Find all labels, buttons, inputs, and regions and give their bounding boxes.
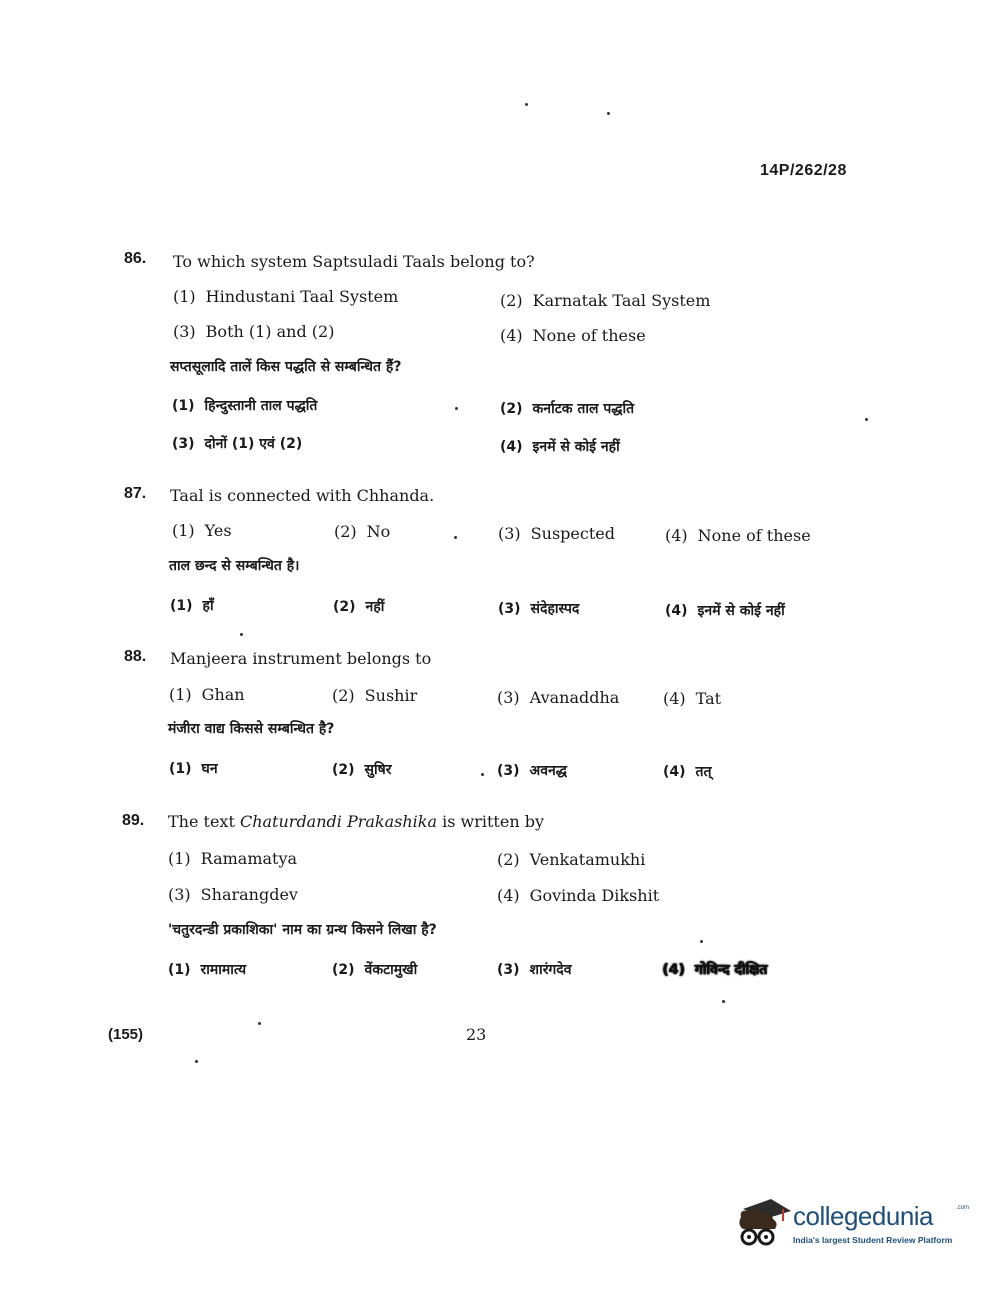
option-2: (2) Karnatak Taal System [500,291,711,310]
question-text: Taal is connected with Chhanda. [170,486,435,505]
option-3-hindi: (3) संदेहास्पद [498,601,580,617]
option-4: (4) None of these [665,526,811,545]
option-1: (1) Ramamatya [168,849,298,868]
option-1-hindi: (1) घन [169,761,218,777]
logo-tagline: India's largest Student Review Platform [793,1235,953,1245]
question-text-hindi: मंजीरा वाद्य किससे सम्बन्धित है? [168,721,335,737]
option-4: (4) Tat [663,689,722,708]
question-text-hindi: सप्तसूलादि तालें किस पद्धति से सम्बन्धित हैं? [170,359,402,375]
question-number: 88. [124,648,147,665]
scan-speck [195,1060,198,1063]
option-1-hindi: (1) रामामात्य [168,962,247,978]
option-3-hindi: (3) दोनों (1) एवं (2) [172,436,303,452]
option-4-hindi: (4) इनमें से कोई नहीं [500,439,620,455]
logo-domain: .com [956,1205,970,1211]
option-2-hindi: (2) सुषिर [332,762,392,778]
scan-speck [240,633,243,636]
scan-speck [722,1000,725,1003]
option-4-hindi: (4) गोविन्द दीक्षित [662,962,767,978]
student-mascot-icon [735,1195,793,1257]
option-2-hindi: (2) नहीं [333,599,385,615]
option-2-hindi: (2) कर्नाटक ताल पद्धति [500,401,635,417]
option-4: (4) None of these [500,326,646,345]
option-2: (2) No [334,522,391,541]
question-number: 89. [122,812,145,829]
option-2: (2) Venkatamukhi [497,850,646,869]
question-text: The text Chaturdandi Prakashika is written by [168,812,544,831]
scan-speck [258,1022,261,1025]
logo-wordmark: collegedunia [793,1201,934,1231]
option-3-hindi: (3) शारंगदेव [497,962,572,978]
scan-speck [525,103,528,106]
scan-speck [481,773,484,776]
scan-speck [454,536,457,539]
option-1-hindi: (1) हाँ [170,598,214,614]
option-1-hindi: (1) हिन्दुस्तानी ताल पद्धति [172,398,318,414]
option-2: (2) Sushir [332,686,418,705]
footer-code: (155) [108,1026,144,1043]
option-3: (3) Sharangdev [168,885,298,904]
question-text-hindi: ताल छन्द से सम्बन्धित है। [169,558,300,574]
option-4-hindi: (4) तत् [663,764,712,780]
option-4: (4) Govinda Dikshit [497,886,660,905]
option-3-hindi: (3) अवनद्ध [497,763,567,779]
question-text-hindi: 'चतुरदन्डी प्रकाशिका' नाम का ग्रन्थ किसने लिखा है? [168,922,437,938]
scan-speck [607,112,610,115]
question-text: To which system Saptsuladi Taals belong to? [173,252,535,271]
option-2-hindi: (2) वेंकटामुखी [332,962,418,978]
page-number: 23 [466,1025,487,1044]
option-3: (3) Both (1) and (2) [173,322,335,341]
option-4-hindi: (4) इनमें से कोई नहीं [665,603,785,619]
collegedunia-logo [735,1195,970,1257]
option-3: (3) Suspected [498,524,615,543]
question-number: 86. [124,250,147,267]
scan-speck [455,407,458,410]
scan-speck [700,940,703,943]
paper-code: 14P/262/28 [760,162,847,179]
scan-speck [865,418,868,421]
option-1: (1) Hindustani Taal System [173,287,399,306]
option-3: (3) Avanaddha [497,688,620,707]
question-number: 87. [124,485,147,502]
option-1: (1) Ghan [169,685,245,704]
question-text: Manjeera instrument belongs to [170,649,432,668]
option-1: (1) Yes [172,521,232,540]
